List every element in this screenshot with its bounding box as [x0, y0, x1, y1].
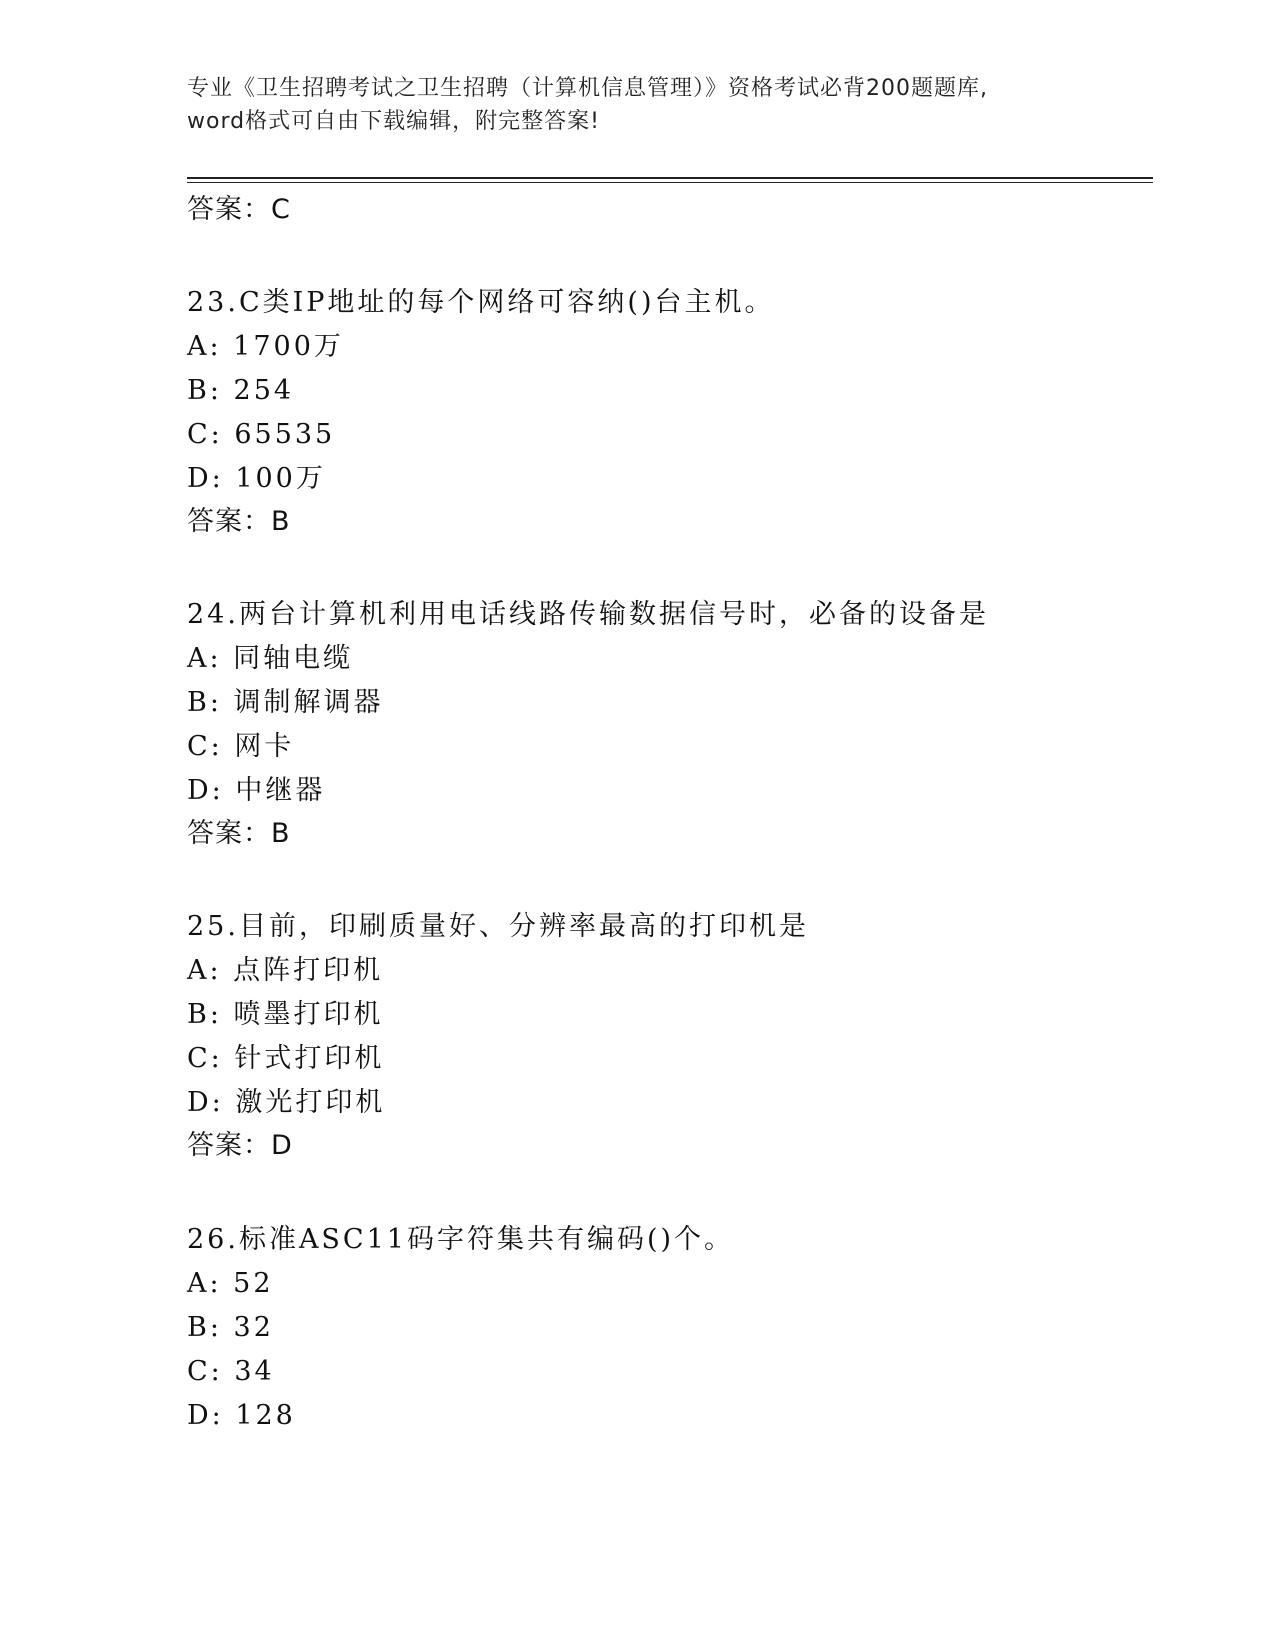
question-25-option-a: A: 点阵打印机: [187, 955, 384, 986]
question-24-option-b: B: 调制解调器: [187, 687, 384, 718]
previous-answer: 答案：C: [187, 194, 291, 225]
question-26-option-c: C: 34: [187, 1356, 275, 1387]
question-23-option-d: D: 100万: [187, 463, 326, 494]
header-rule-thick: [187, 177, 1153, 179]
question-23: 23.C类IP地址的每个网络可容纳()台主机。: [187, 287, 775, 318]
document-header: [187, 72, 1147, 138]
header-line-1: 专业《卫生招聘考试之卫生招聘（计算机信息管理）》资格考试必背200题题库,: [187, 76, 988, 101]
question-26-option-d: D: 128: [187, 1400, 296, 1431]
question-24-option-c: C: 网卡: [187, 731, 295, 762]
question-25-answer: 答案：D: [187, 1130, 293, 1161]
question-23-option-a: A: 1700万: [187, 331, 344, 362]
header-rule-thin: [187, 182, 1153, 183]
header-line-2: word格式可自由下载编辑，附完整答案!: [187, 109, 600, 134]
question-24-option-d: D: 中继器: [187, 775, 326, 806]
question-25: 25.目前，印刷质量好、分辨率最高的打印机是: [187, 911, 809, 942]
question-25-option-c: C: 针式打印机: [187, 1043, 385, 1074]
question-25-option-b: B: 喷墨打印机: [187, 999, 384, 1030]
question-23-option-b: B: 254: [187, 375, 295, 406]
question-25-option-d: D: 激光打印机: [187, 1087, 386, 1118]
question-26-option-a: A: 52: [187, 1268, 274, 1299]
question-24-option-a: A: 同轴电缆: [187, 643, 354, 674]
question-24-answer: 答案：B: [187, 818, 291, 849]
question-26-option-b: B: 32: [187, 1312, 274, 1343]
question-23-answer: 答案：B: [187, 506, 291, 537]
question-23-option-c: C: 65535: [187, 419, 336, 450]
question-26: 26.标准ASC11码字符集共有编码()个。: [187, 1224, 735, 1255]
question-24: 24.两台计算机利用电话线路传输数据信号时，必备的设备是: [187, 599, 989, 630]
